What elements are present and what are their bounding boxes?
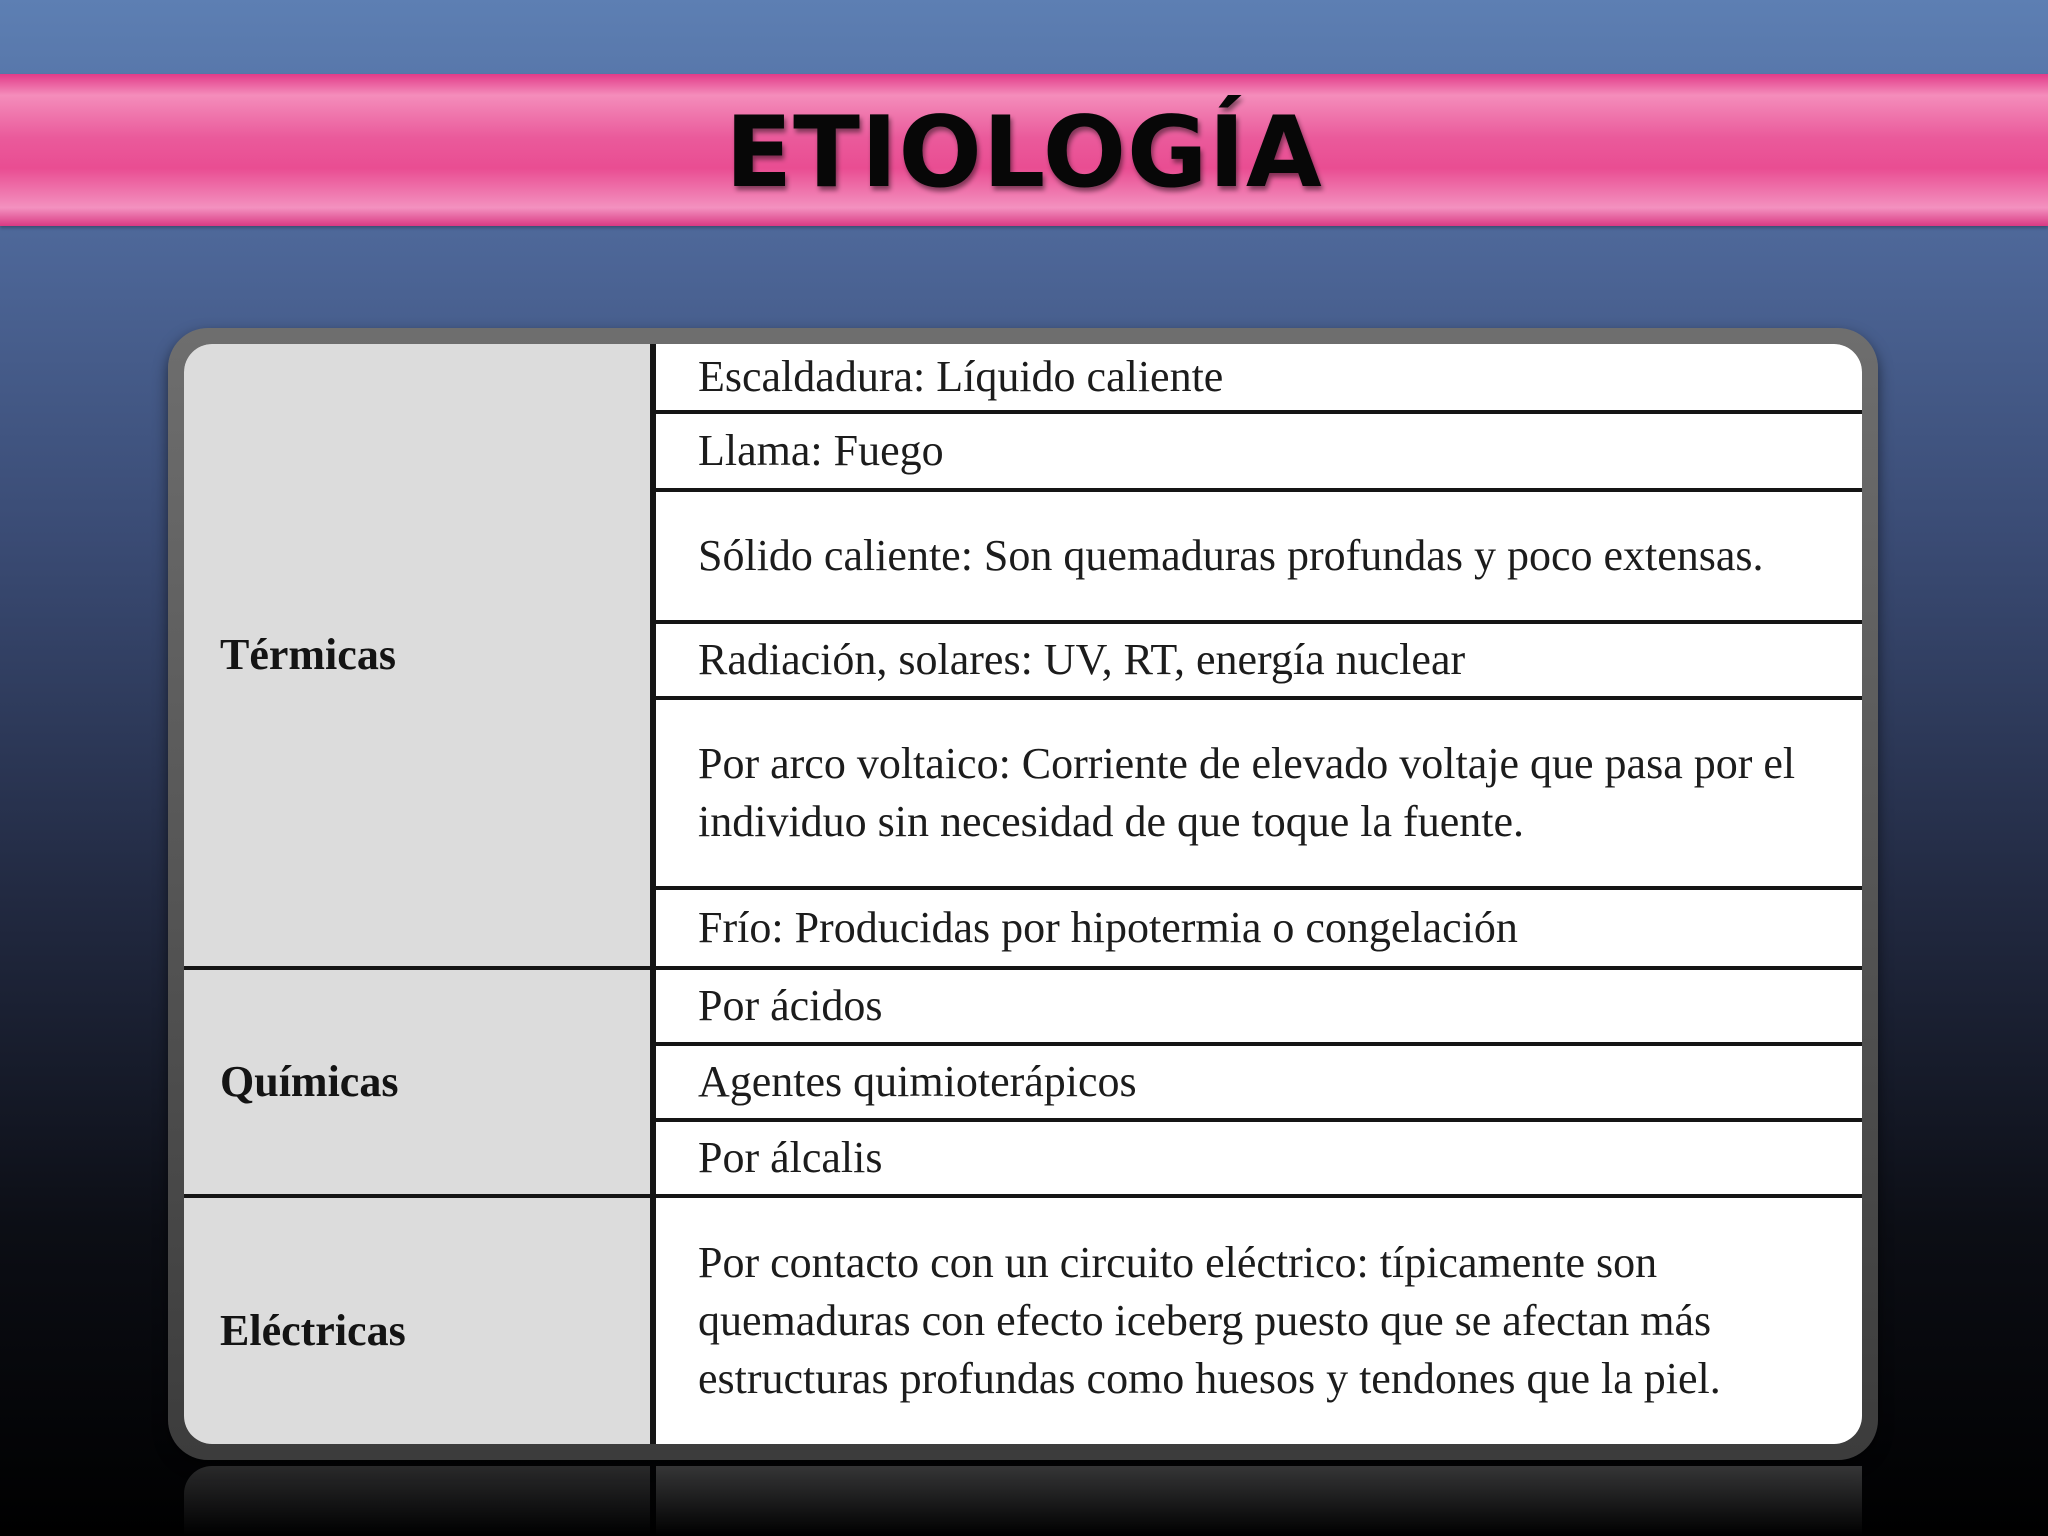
category-cell-electricas xyxy=(184,1198,650,1444)
category-label-quimicas: Químicas xyxy=(220,1057,399,1106)
row-text: Por contacto con un circuito eléctrico: típicamente son quemaduras con efecto iceberg puesto que se afectan más estructuras profundas como huesos y tendones que la piel. xyxy=(698,1238,1721,1403)
table-row xyxy=(656,624,1862,696)
row-text: Radiación, solares: UV, RT, energía nuclear xyxy=(698,635,1466,684)
category-label-electricas: Eléctricas xyxy=(220,1306,406,1355)
reflection-left-column xyxy=(184,1466,650,1536)
etiology-table xyxy=(184,344,1862,1444)
category-cell-quimicas xyxy=(184,970,650,1194)
row-text: Por ácidos xyxy=(698,981,883,1030)
table-row xyxy=(656,890,1862,966)
row-text: Frío: Producidas por hipotermia o congelación xyxy=(698,903,1518,952)
table-reflection xyxy=(184,1466,1862,1536)
table-row xyxy=(656,344,1862,410)
table-row xyxy=(656,970,1862,1042)
row-text: Sólido caliente: Son quemaduras profundas y poco extensas. xyxy=(698,531,1764,580)
etiology-table-frame xyxy=(168,328,1878,1460)
slide-title: ETIOLOGÍA xyxy=(725,96,1323,210)
reflection-right-column xyxy=(656,1466,1862,1536)
table-row xyxy=(656,1046,1862,1118)
table-row xyxy=(656,700,1862,886)
row-text: Por álcalis xyxy=(698,1133,883,1182)
table-row xyxy=(656,1198,1862,1444)
row-text: Por arco voltaico: Corriente de elevado voltaje que pasa por el individuo sin necesidad de que toque la fuente. xyxy=(698,739,1796,846)
row-text: Escaldadura: Líquido caliente xyxy=(698,352,1224,401)
table-row xyxy=(656,1122,1862,1194)
table-row xyxy=(656,492,1862,620)
table-row xyxy=(656,414,1862,488)
category-label-termicas: Térmicas xyxy=(220,630,396,679)
row-text: Agentes quimioterápicos xyxy=(698,1057,1137,1106)
row-text: Llama: Fuego xyxy=(698,426,944,475)
category-cell-termicas xyxy=(184,344,650,966)
